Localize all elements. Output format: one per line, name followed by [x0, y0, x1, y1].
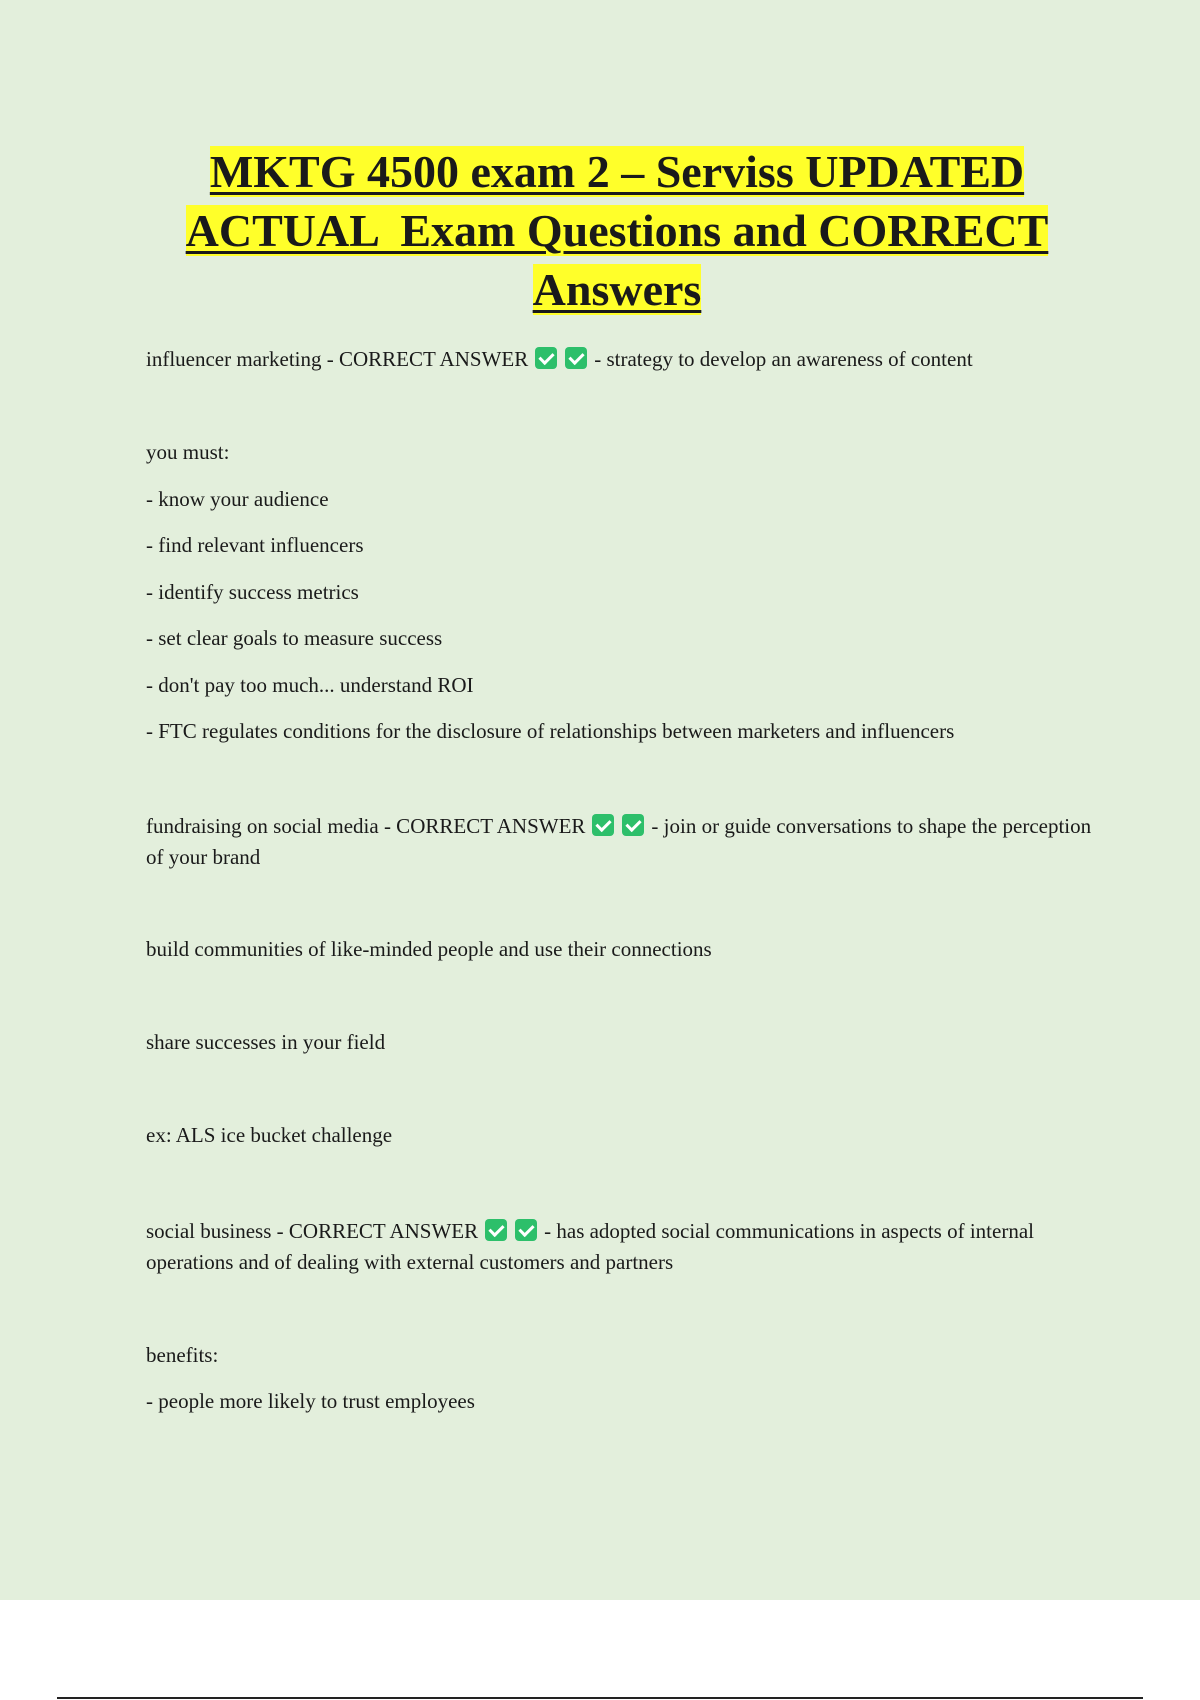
entry-influencer-marketing	[146, 344, 973, 375]
list-item: - don't pay too much... understand ROI	[146, 673, 474, 697]
entry-definition: - has adopted social communications in aspects of internal operations and of dealing with external customers and partners	[146, 1219, 1034, 1274]
list-item: - know your audience	[146, 487, 329, 511]
document-title	[130, 142, 1104, 319]
check-mark-icon	[535, 347, 557, 369]
entry-term: influencer marketing - CORRECT ANSWER	[146, 347, 529, 371]
note-text: build communities of like-minded people and use their connections	[146, 937, 712, 961]
footer-divider	[57, 1697, 1143, 1699]
entry-fundraising-social-media	[146, 811, 1096, 873]
note-text: share successes in your field	[146, 1030, 386, 1054]
list-item: - identify success metrics	[146, 580, 359, 604]
entry-definition: - join or guide conversations to shape the perception of your brand	[146, 814, 1092, 869]
list-item: - FTC regulates conditions for the disclosure of relationships between marketers and influencers	[146, 719, 955, 743]
list-item: - people more likely to trust employees	[146, 1389, 475, 1413]
check-mark-icon	[592, 814, 614, 836]
list-item: - set clear goals to measure success	[146, 626, 443, 650]
check-mark-icon	[622, 814, 644, 836]
check-mark-icon	[515, 1219, 537, 1241]
check-mark-icon	[565, 347, 587, 369]
entry-term: fundraising on social media - CORRECT ANSWER	[146, 814, 586, 838]
list-heading: benefits:	[146, 1343, 219, 1367]
list-heading: you must:	[146, 440, 230, 464]
title-line-3: Answers	[532, 264, 702, 315]
check-mark-icon	[485, 1219, 507, 1241]
title-line-1: MKTG 4500 exam 2 – Serviss UPDATED	[209, 146, 1025, 197]
list-item: - find relevant influencers	[146, 533, 364, 557]
entry-social-business	[146, 1216, 1096, 1278]
entry-definition: - strategy to develop an awareness of content	[594, 347, 973, 371]
note-text: ex: ALS ice bucket challenge	[146, 1123, 393, 1147]
entry-term: social business - CORRECT ANSWER	[146, 1219, 479, 1243]
title-line-2: ACTUAL Exam Questions and CORRECT	[185, 205, 1049, 256]
